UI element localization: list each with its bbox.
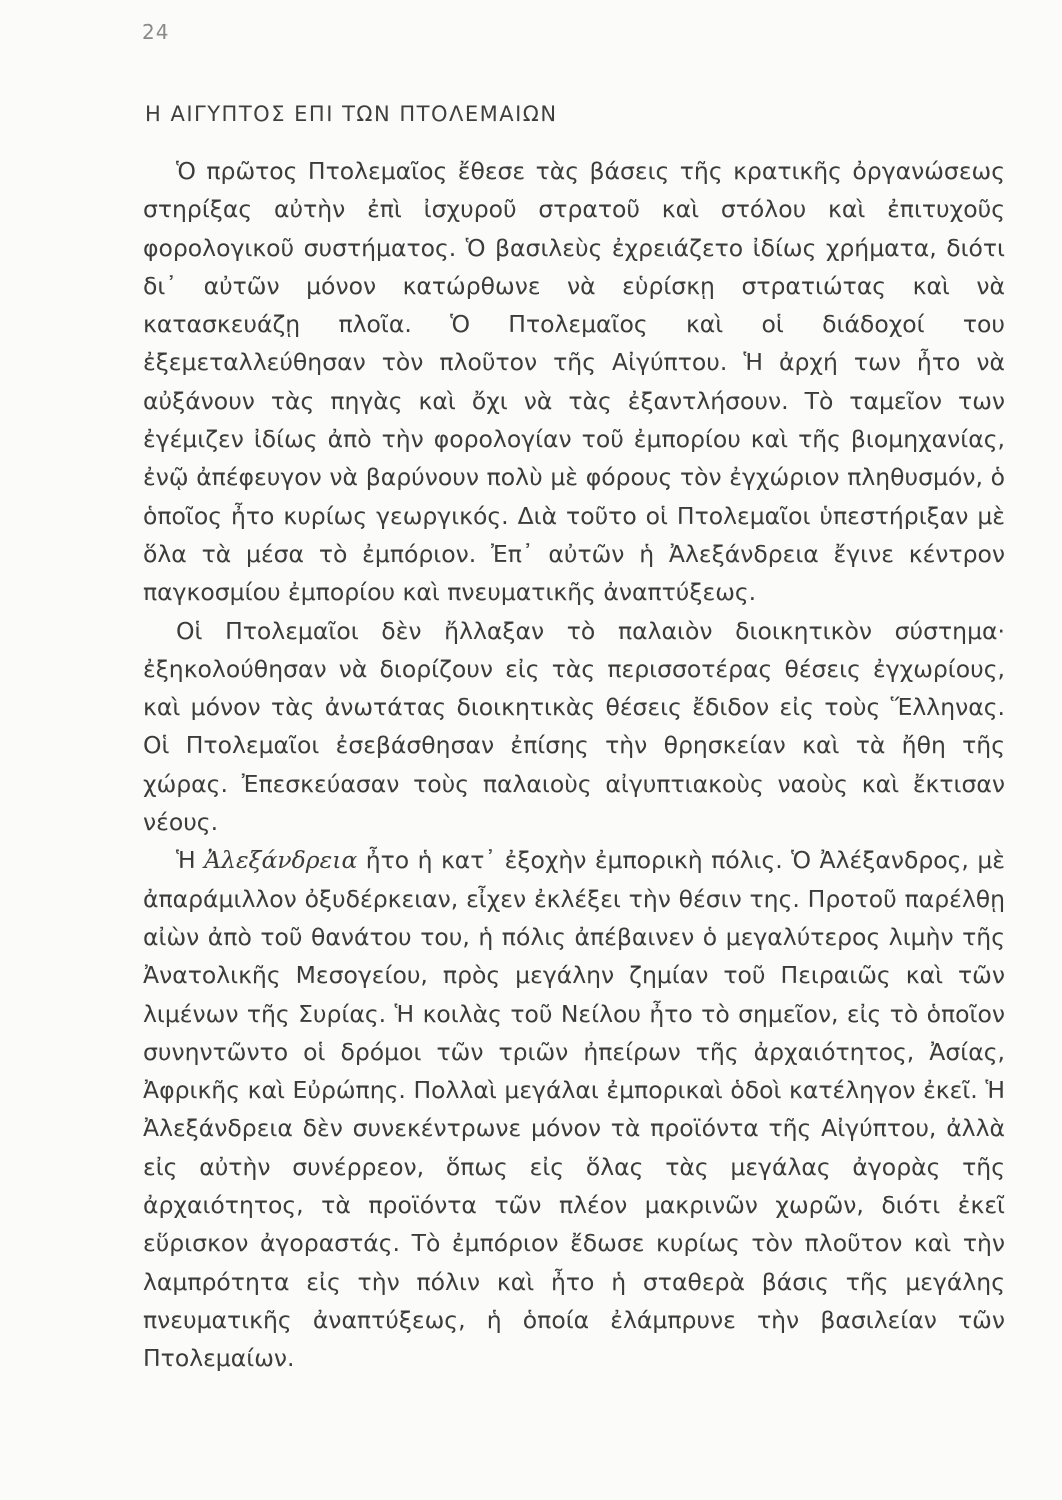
- chapter-title: Η ΑΙΓΥΠΤΟΣ ΕΠΙ ΤΩΝ ΠΤΟΛΕΜΑΙΩΝ: [145, 102, 558, 126]
- paragraph-3-prefix: Ἡ: [176, 846, 205, 875]
- alexandria-italic: Ἀλεξάνδρεια: [204, 846, 358, 875]
- page-number: 24: [142, 20, 170, 44]
- paragraph-1: Ὁ πρῶτος Πτολεμαῖος ἔθεσε τὰς βάσεις τῆς κρατικῆς ὀργανώσεως στηρίξας αὐτὴν ἐπὶ ἰσχυροῦ στρατοῦ καὶ στόλου καὶ ἐπιτυχοῦς φορολογικοῦ συστήματος. Ὁ βασιλεὺς ἐχρειάζετο ἰδίως χρήματα, διότι δι᾽ αὐτῶν μόνον κατώρθωνε νὰ εὑρίσκῃ στρατιώτας καὶ νὰ κατασκευάζῃ πλοῖα. Ὁ Πτολεμαῖος καὶ οἱ διάδοχοί του ἐξεμεταλλεύθησαν τὸν πλοῦτον τῆς Αἰγύπτου. Ἡ ἀρχή των ἦτο νὰ αὐξάνουν τὰς πηγὰς καὶ ὄχι νὰ τὰς ἐξαντλήσουν. Τὸ ταμεῖον των ἐγέμιζεν ἰδίως ἀπὸ τὴν φορολογίαν τοῦ ἐμπορίου καὶ τῆς βιομηχανίας, ἐνῷ ἀπέφευγον νὰ βαρύνουν πολὺ μὲ φόρους τὸν ἐγχώριον πληθυσμόν, ὁ ὁποῖος ἦτο κυρίως γεωργικός. Διὰ τοῦτο οἱ Πτολεμαῖοι ὑπεστήριξαν μὲ ὅλα τὰ μέσα τὸ ἐμπόριον. Ἐπ᾽ αὐτῶν ἡ Ἀλεξάνδρεια ἔγινε κέντρον παγκοσμίου ἐμπορίου καὶ πνευματικῆς ἀναπτύξεως.: [143, 157, 1005, 607]
- paragraph-3-text: ἦτο ἡ κατ᾽ ἐξοχὴν ἐμπορικὴ πόλις. Ὁ Ἀλέξανδρος, μὲ ἀπαράμιλλον ὀξυδέρκειαν, εἶχεν ἐκλέξει τὴν θέσιν της. Πρoτοῦ παρέλθῃ αἰὼν ἀπὸ τοῦ θανάτου του, ἡ πόλις ἀπέβαινεν ὁ μεγαλύτερος λιμὴν τῆς Ἀνατολικῆς Μεσογείου, πρὸς μεγάλην ζημίαν τοῦ Πειραιῶς καὶ τῶν λιμένων τῆς Συρίας. Ἡ κοιλὰς τοῦ Νείλου ἦτο τὸ σημεῖον, εἰς τὸ ὁποῖον συνηντῶντο οἱ δρόμοι τῶν τριῶν ἠπείρων τῆς ἀρχαιότητος, Ἀσίας, Ἀφρικῆς καὶ Εὐρώπης. Πολλαὶ μεγάλαι ἐμπορικαὶ ὁδοὶ κατέληγον ἐκεῖ. Ἡ Ἀλεξάνδρεια δὲν συνεκέντρωνε μόνον τὰ προϊόντα τῆς Αἰγύπτου, ἀλλὰ εἰς αὐτὴν συνέρρεον, ὅπως εἰς ὅλας τὰς μεγάλας ἀγορὰς τῆς ἀρχαιότητος, τὰ προϊόντα τῶν πλέον μακρινῶν χωρῶν, διότι ἐκεῖ εὕρισκον ἀγοραστάς. Τὸ ἐμπόριον ἔδωσε κυρίως τὸν πλοῦτον καὶ τὴν λαμπρότητα εἰς τὴν πόλιν καὶ ἦτο ἡ σταθερὰ βάσις τῆς μεγάλης πνευματικῆς ἀναπτύξεως, ἡ ὁποία ἐλάμπρυνε τὴν βασιλείαν τῶν Πτολεμαίων.: [143, 846, 1005, 1373]
- body-text: [143, 152, 1005, 1378]
- paragraph-2: Οἱ Πτολεμαῖοι δὲν ἤλλαξαν τὸ παλαιὸν διοικητικὸν σύστημα· ἐξηκολούθησαν νὰ διορίζουν εἰς τὰς περισσοτέρας θέσεις ἐγχωρίους, καὶ μόνον τὰς ἀνωτάτας διοικητικὰς θέσεις ἔδιδον εἰς τοὺς Ἕλληνας. Οἱ Πτολεμαῖοι ἐσεβάσθησαν ἐπίσης τὴν θρησκείαν καὶ τὰ ἤθη τῆς χώρας. Ἐπεσκεύασαν τοὺς παλαιοὺς αἰγυπτιακοὺς ναοὺς καὶ ἔκτισαν νέους.: [143, 616, 1005, 837]
- paragraph-3: [143, 841, 1005, 1377]
